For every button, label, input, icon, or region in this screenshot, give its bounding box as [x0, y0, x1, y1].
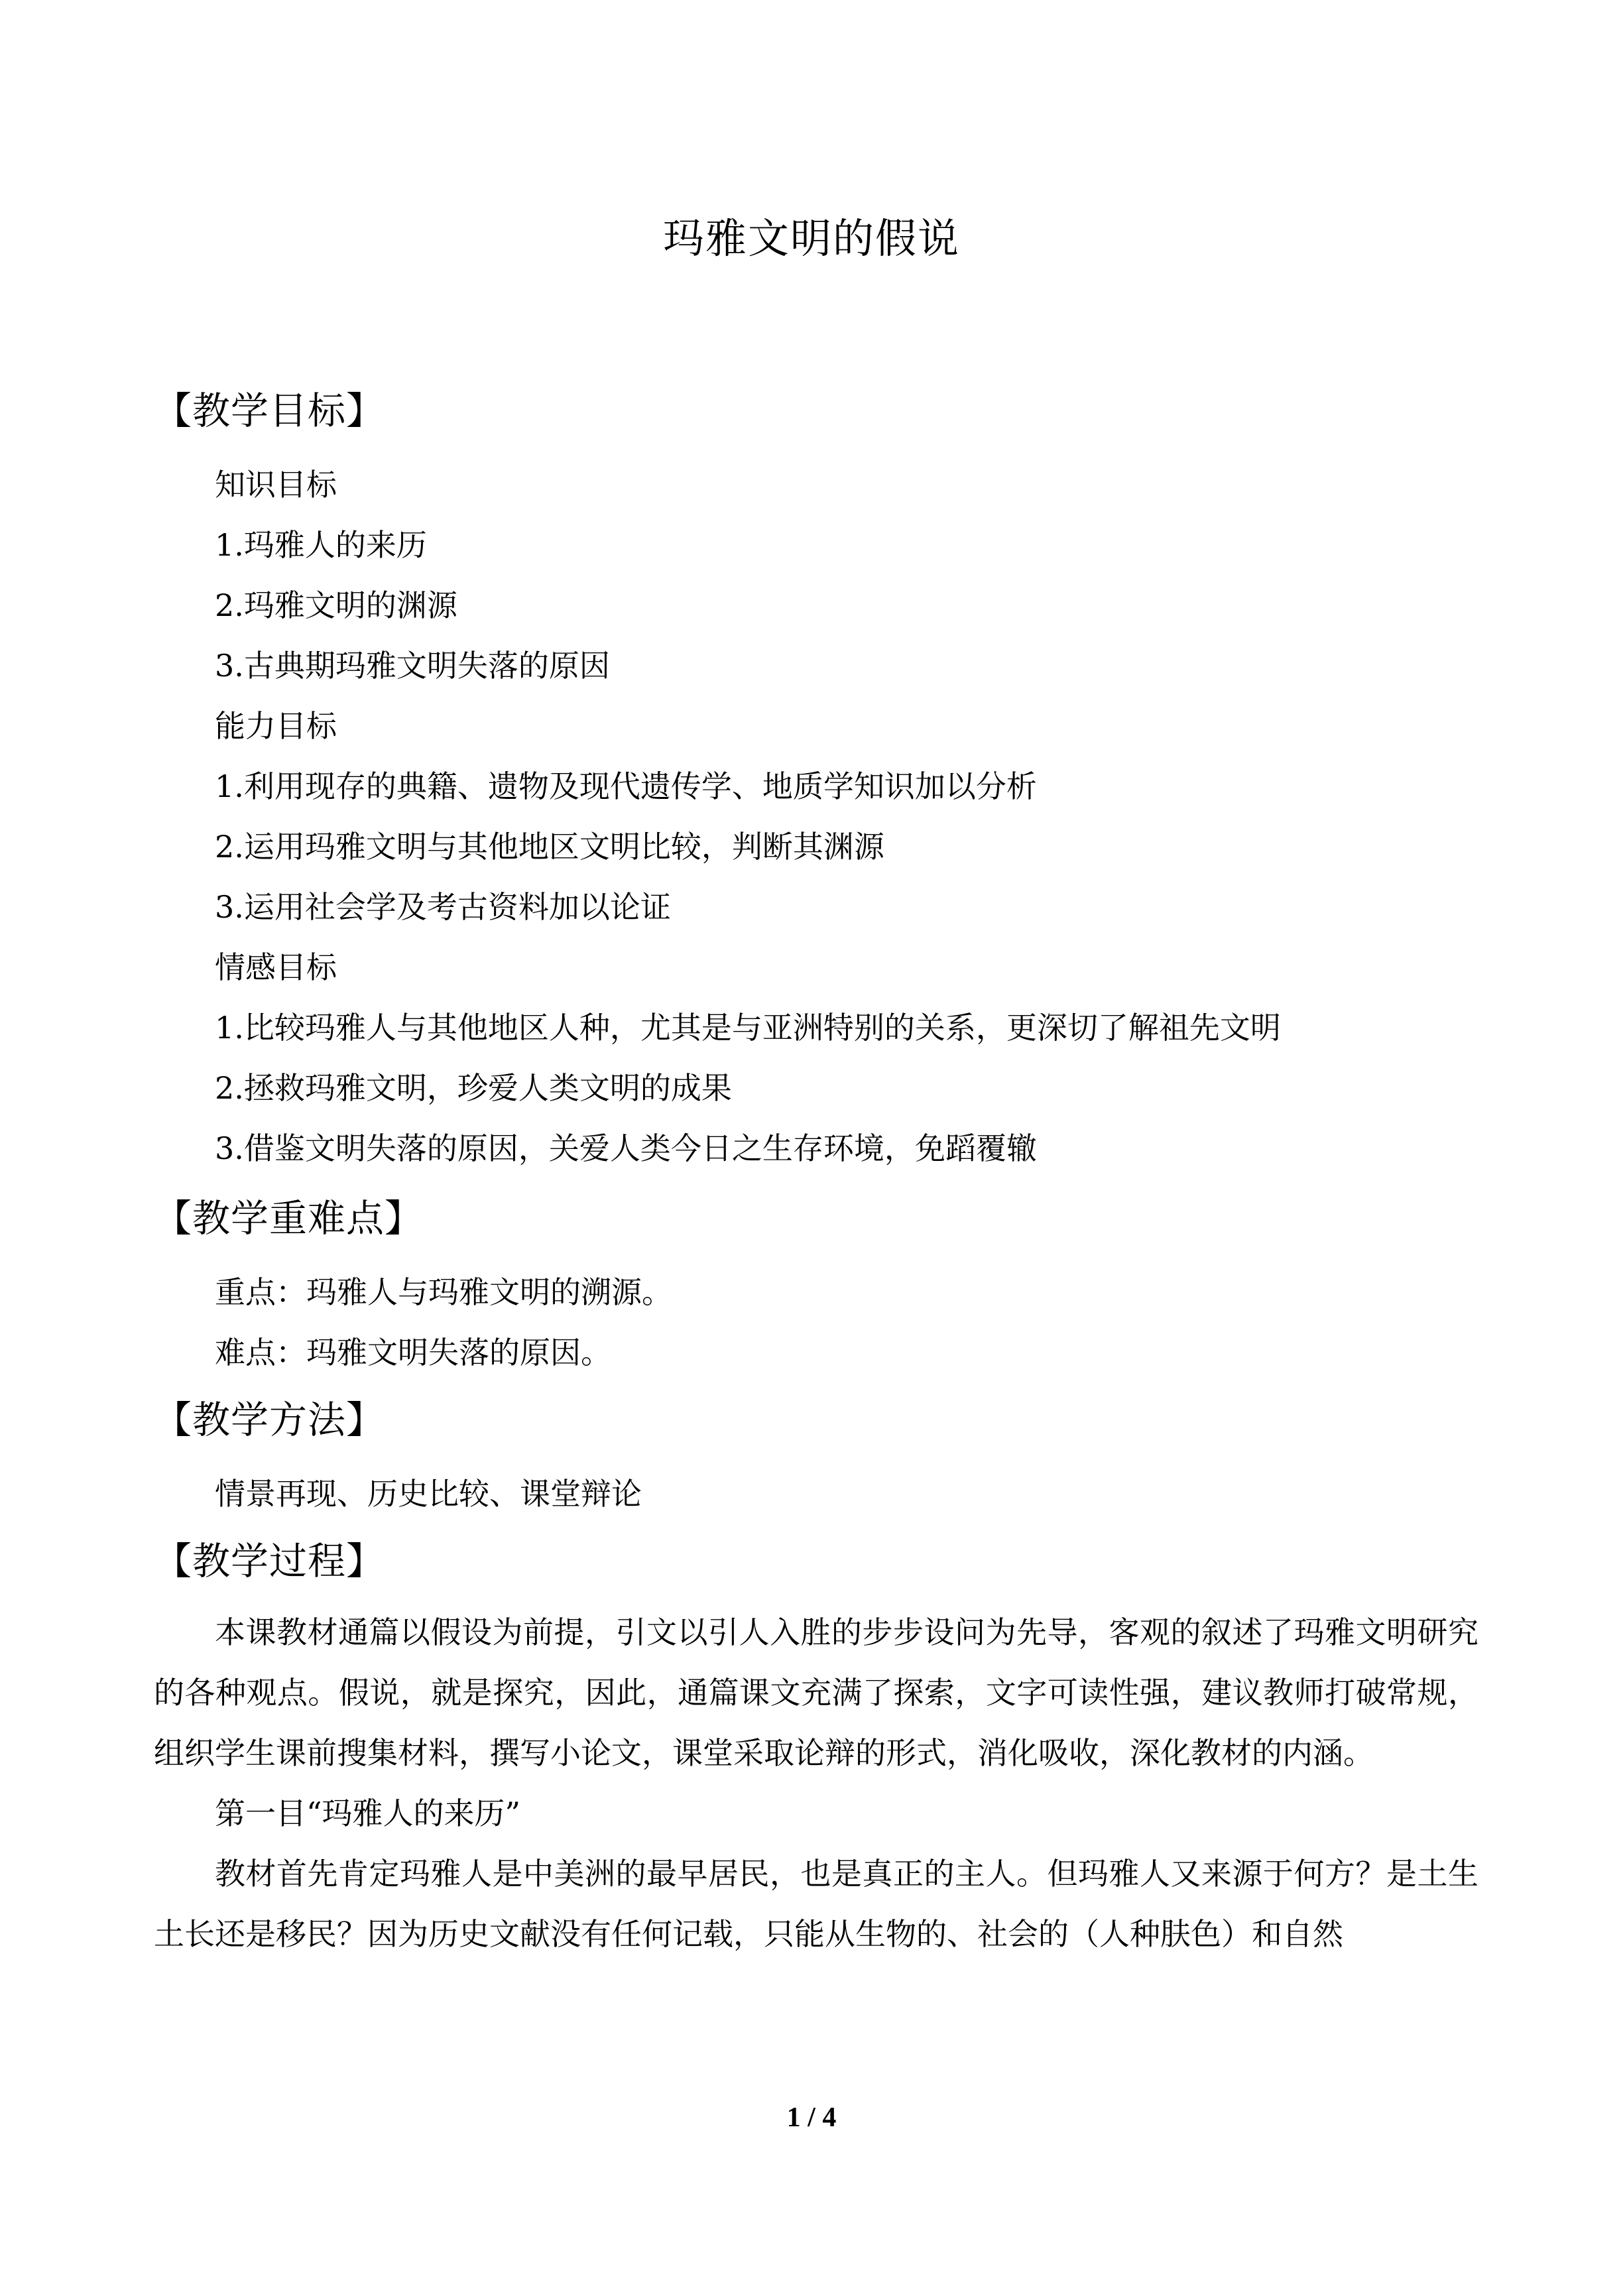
goals-list [154, 455, 1478, 1179]
goals-item: 3.古典期玛雅文明失落的原因 [215, 648, 610, 684]
goals-item: 3.运用社会学及考古资料加以论证 [215, 889, 671, 925]
section-heading-process: 【教学过程】 [154, 1540, 385, 1583]
page-number: 1 / 4 [786, 2102, 837, 2133]
process-paragraph: 教材首先肯定玛雅人是中美洲的最早居民，也是真正的主人。但玛雅人又来源于何方？是土生土长还是移民？因为历史文献没有任何记载，只能从生物的、社会的（人种肤色）和自然 [154, 1856, 1478, 1952]
goals-subheading-ability: 能力目标 [215, 708, 337, 744]
goals-item: 1.比较玛雅人与其他地区人种，尤其是与亚洲特别的关系，更深切了解祖先文明 [215, 1010, 1281, 1046]
process-body [154, 1602, 1478, 1964]
goals-item: 2.玛雅文明的渊源 [215, 587, 457, 623]
process-paragraph: 本课教材通篇以假设为前提，引文以引人入胜的步步设问为先导，客观的叙述了玛雅文明研究的各种观点。假说，就是探究，因此，通篇课文充满了探索，文字可读性强，建议教师打破常规，组织学生课前搜集材料，撰写小论文，课堂采取论辩的形式，消化吸收，深化教材的内涵。 [154, 1614, 1478, 1771]
methods-text: 情景再现、历史比较、课堂辩论 [215, 1476, 642, 1512]
goals-item: 2.运用玛雅文明与其他地区文明比较，判断其渊源 [215, 829, 884, 865]
section-heading-methods: 【教学方法】 [154, 1398, 385, 1442]
goals-item: 1.玛雅人的来历 [215, 527, 427, 563]
keypoint-focus: 重点：玛雅人与玛雅文明的溯源。 [215, 1274, 672, 1310]
goals-item: 3.借鉴文明失落的原因，关爱人类今日之生存环境，免蹈覆辙 [215, 1130, 1037, 1166]
section-heading-goals: 【教学目标】 [154, 389, 385, 433]
keypoints-list [154, 1262, 1478, 1383]
keypoint-difficulty: 难点：玛雅文明失落的原因。 [215, 1335, 611, 1370]
document-title: 玛雅文明的假说 [662, 214, 960, 263]
goals-subheading-emotion: 情感目标 [215, 949, 337, 985]
goals-item: 1.利用现存的典籍、遗物及现代遗传学、地质学知识加以分析 [215, 768, 1037, 804]
methods-list [154, 1464, 1478, 1524]
section-heading-keypoints: 【教学重难点】 [154, 1197, 423, 1240]
goals-item: 2.拯救玛雅文明，珍爱人类文明的成果 [215, 1070, 732, 1106]
goals-subheading-knowledge: 知识目标 [215, 467, 337, 503]
process-subheading: 第一目“玛雅人的来历” [215, 1795, 521, 1831]
document-body [154, 385, 1478, 1964]
